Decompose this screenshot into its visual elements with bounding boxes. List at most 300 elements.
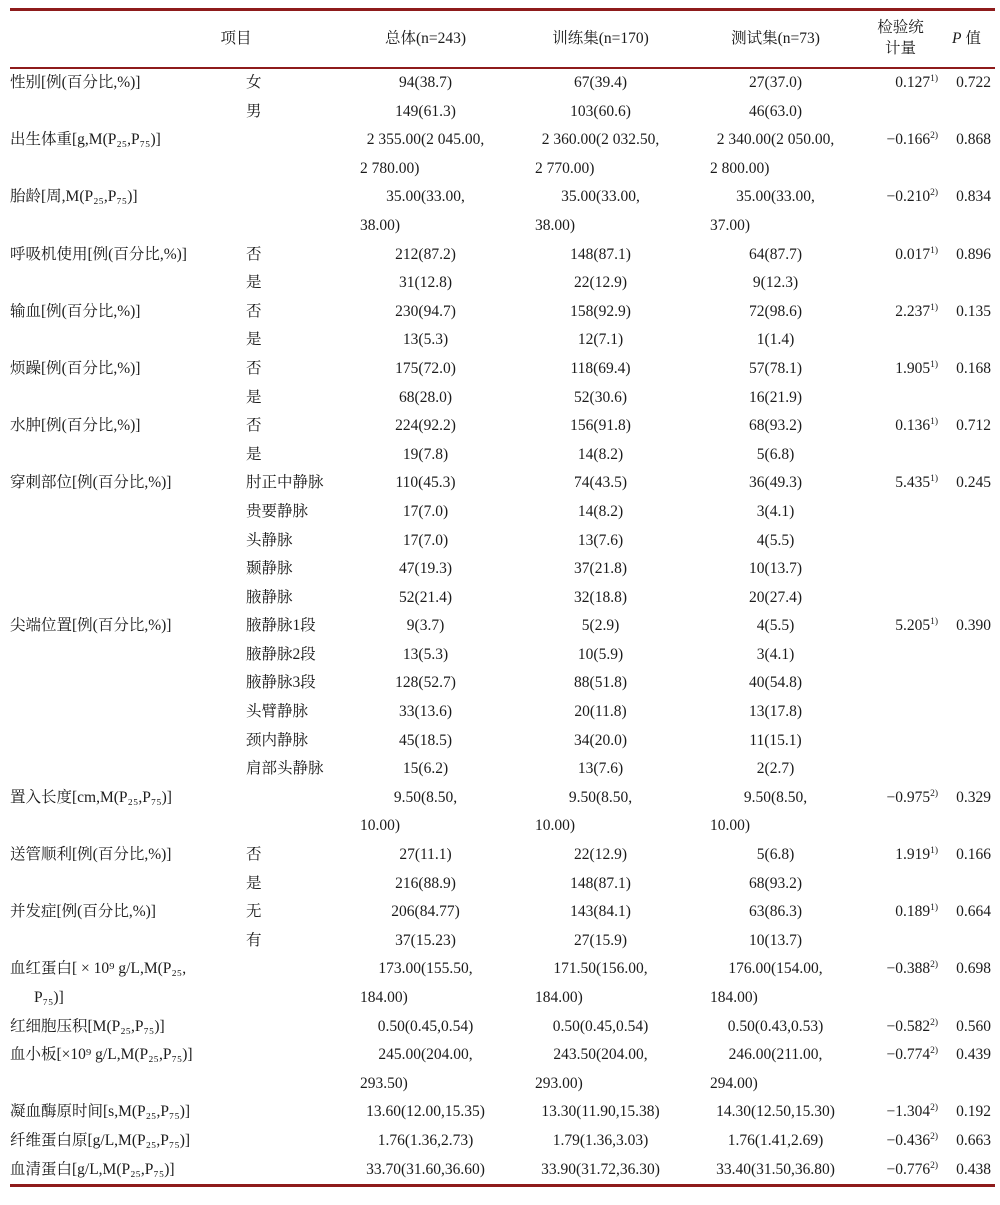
p-value-cell xyxy=(938,441,995,470)
test-cell: 14.30(12.50,15.30) xyxy=(716,1103,835,1121)
p-value-cell xyxy=(938,755,995,784)
training-cell: 148(87.1) xyxy=(570,245,631,263)
overall-cell: 230(94.7) xyxy=(395,302,456,320)
statistic-cell xyxy=(863,269,938,298)
statistic-footnote-mark: 1) xyxy=(930,245,939,256)
overall-cell: 37(15.23) xyxy=(395,931,456,949)
p-value-cell: 0.390 xyxy=(956,617,992,635)
statistic-footnote-mark: 2) xyxy=(930,131,939,142)
p-value-cell: 0.192 xyxy=(956,1103,992,1121)
statistic-cell xyxy=(863,984,938,1013)
overall-cell: 173.00(155.50, xyxy=(378,960,473,978)
col-header-statistic xyxy=(863,11,938,68)
statistic-cell xyxy=(863,498,938,527)
statistic-cell xyxy=(863,155,938,184)
statistic-cell xyxy=(863,641,938,670)
category-cell xyxy=(240,812,338,841)
overall-cell: 94(38.7) xyxy=(399,74,452,91)
category-cell xyxy=(240,1098,338,1127)
test-cell: 37.00) xyxy=(710,216,751,234)
category-cell: 是 xyxy=(246,874,262,892)
statistic-cell xyxy=(863,555,938,584)
table-row xyxy=(10,441,995,470)
col-header-item xyxy=(10,11,338,68)
test-cell: 5(6.8) xyxy=(756,445,795,463)
category-cell: 肩部头静脉 xyxy=(246,760,324,778)
statistic-footnote-mark: 1) xyxy=(930,302,939,313)
test-cell: 10.00) xyxy=(710,817,751,835)
item-label-cell: 胎龄[周,M(P₂₅,P₇₅)] xyxy=(10,188,138,206)
p-value-cell: 0.664 xyxy=(956,903,992,921)
training-cell: 52(30.6) xyxy=(574,388,627,406)
training-cell: 13(7.6) xyxy=(577,531,624,549)
table-row xyxy=(10,584,995,613)
training-cell: 14(8.2) xyxy=(577,502,624,520)
item-label-cell: 血小板[×10⁹ g/L,M(P₂₅,P₇₅)] xyxy=(10,1046,193,1064)
statistic-cell xyxy=(863,326,938,355)
p-value-cell: 0.834 xyxy=(956,188,992,206)
overall-cell: 17(7.0) xyxy=(402,531,449,549)
overall-cell: 45(18.5) xyxy=(399,731,452,749)
training-cell: 33.90(31.72,36.30) xyxy=(541,1160,660,1178)
table-body xyxy=(10,68,995,1184)
training-cell: 67(39.4) xyxy=(574,74,627,91)
statistic-footnote-mark: 2) xyxy=(930,188,939,199)
item-label-cell xyxy=(10,1070,240,1099)
test-cell: 10(13.7) xyxy=(749,560,802,578)
item-label-cell xyxy=(10,98,240,127)
training-cell: 37(21.8) xyxy=(574,560,627,578)
category-cell xyxy=(240,955,338,984)
p-value-cell: 0.245 xyxy=(956,474,992,492)
table-row xyxy=(10,669,995,698)
item-label-cell: 烦躁[例(百分比,%)] xyxy=(10,359,141,377)
test-cell: 1(1.4) xyxy=(756,331,795,349)
statistic-cell: $-0.166^{2)}$ xyxy=(886,131,939,149)
item-label-cell xyxy=(10,698,240,727)
statistic-cell xyxy=(863,698,938,727)
category-cell: 否 xyxy=(246,846,262,864)
statistic-cell: 5.435$^{1)}$ xyxy=(895,474,939,492)
test-cell: 33.40(31.50,36.80) xyxy=(716,1160,835,1178)
statistic-cell: 1.919$^{1)}$ xyxy=(895,845,939,864)
category-cell: 否 xyxy=(246,245,262,263)
item-label-cell xyxy=(10,584,240,613)
category-cell: 是 xyxy=(246,445,262,463)
overall-cell: 184.00) xyxy=(360,989,408,1006)
statistic-footnote-mark: 2) xyxy=(930,1103,939,1114)
p-value-cell: 0.168 xyxy=(956,359,992,377)
test-cell: 35.00(33.00, xyxy=(736,188,815,206)
p-value-cell xyxy=(938,812,995,841)
item-label-cell xyxy=(10,927,240,956)
training-cell: 156(91.8) xyxy=(570,417,631,435)
training-cell: 2 360.00(2 032.50, xyxy=(541,131,660,149)
statistic-footnote-mark: 1) xyxy=(930,617,939,628)
table-row xyxy=(10,527,995,556)
overall-cell: 110(45.3) xyxy=(395,474,456,492)
statistic-cell: $-0.582^{2)}$ xyxy=(886,1017,939,1035)
p-value-cell xyxy=(938,384,995,413)
table-row xyxy=(10,183,995,212)
overall-cell: 31(12.8) xyxy=(399,274,452,292)
table-row xyxy=(10,898,995,927)
overall-cell: 15(6.2) xyxy=(402,760,449,778)
test-cell: 1.76(1.41,2.69) xyxy=(727,1131,824,1149)
p-value-cell xyxy=(938,584,995,613)
overall-cell: 10.00) xyxy=(360,817,401,835)
overall-cell: 68(28.0) xyxy=(399,388,452,406)
overall-cell: 35.00(33.00, xyxy=(386,188,465,206)
col-header-overall: 总体(n=243) xyxy=(338,11,513,68)
item-label-cell: 血清蛋白[g/L,M(P₂₅,P₇₅)] xyxy=(10,1160,175,1178)
item-label-cell xyxy=(10,669,240,698)
training-cell: 35.00(33.00, xyxy=(561,188,640,206)
table-row xyxy=(10,612,995,641)
table-row xyxy=(10,870,995,899)
category-cell: 否 xyxy=(246,359,262,377)
p-value-cell xyxy=(938,927,995,956)
item-label-cell: 尖端位置[例(百分比,%)] xyxy=(10,617,172,635)
item-label-cell xyxy=(10,727,240,756)
item-label-cell: 出生体重[g,M(P₂₅,P₇₅)] xyxy=(10,131,161,149)
statistic-cell: 5.205$^{1)}$ xyxy=(895,617,939,635)
table-row xyxy=(10,412,995,441)
p-value-cell: 0.868 xyxy=(956,131,992,149)
category-cell: 颞静脉 xyxy=(246,560,293,578)
statistic-cell: 0.017$^{1)}$ xyxy=(895,245,939,263)
training-cell: 293.00) xyxy=(535,1074,583,1092)
test-cell: 2 800.00) xyxy=(710,159,770,177)
statistic-cell: $-0.388^{2)}$ xyxy=(886,960,939,978)
item-label-cell: 水肿[例(百分比,%)] xyxy=(10,417,141,435)
overall-cell: 0.50(0.45,0.54) xyxy=(377,1017,474,1035)
statistic-footnote-mark: 2) xyxy=(930,960,939,971)
p-value-cell: 0.439 xyxy=(956,1046,992,1064)
training-cell: 22(12.9) xyxy=(574,274,627,292)
overall-cell: 9.50(8.50, xyxy=(393,788,458,806)
statistic-footnote-mark: 1) xyxy=(930,845,939,856)
item-label-cell: 性别[例(百分比,%)] xyxy=(10,74,141,91)
item-label-cell xyxy=(10,212,240,241)
item-label-cell: 输血[例(百分比,%)] xyxy=(10,302,141,320)
statistic-cell xyxy=(863,755,938,784)
p-value-cell xyxy=(938,984,995,1013)
overall-cell: 33(13.6) xyxy=(399,703,452,721)
category-cell xyxy=(240,126,338,155)
item-label-cell xyxy=(10,441,240,470)
p-value-cell xyxy=(938,669,995,698)
category-cell: 贵要静脉 xyxy=(246,502,309,520)
overall-cell: 206(84.77) xyxy=(391,903,460,921)
statistic-cell: $-0.436^{2)}$ xyxy=(886,1131,939,1149)
overall-cell: 52(21.4) xyxy=(399,588,452,606)
statistic-footnote-mark: 2) xyxy=(930,1131,939,1142)
statistic-cell: 0.127$^{1)}$ xyxy=(895,73,939,91)
table-row xyxy=(10,1041,995,1070)
overall-cell: 2 780.00) xyxy=(360,159,420,177)
table-row xyxy=(10,269,995,298)
test-cell: 27(37.0) xyxy=(749,74,802,91)
overall-cell: 13(5.3) xyxy=(402,645,449,663)
test-cell: 72(98.6) xyxy=(749,302,802,320)
p-value-cell: 0.722 xyxy=(956,74,992,91)
test-cell: 176.00(154.00, xyxy=(728,960,823,978)
statistic-cell xyxy=(863,727,938,756)
statistic-footnote-mark: 2) xyxy=(930,1160,939,1171)
training-cell: 103(60.6) xyxy=(570,102,631,120)
baseline-characteristics-table xyxy=(10,8,995,1187)
p-value-cell xyxy=(938,555,995,584)
col-header-statistic-line2: 计量 xyxy=(885,40,917,57)
item-label-cell: 置入长度[cm,M(P₂₅,P₇₅)] xyxy=(10,788,172,806)
table-row xyxy=(10,1070,995,1099)
table-row xyxy=(10,241,995,270)
overall-cell: 2 355.00(2 045.00, xyxy=(366,131,485,149)
category-cell xyxy=(240,1013,338,1042)
col-header-p-value xyxy=(938,11,995,68)
statistic-cell: 2.237$^{1)}$ xyxy=(895,302,939,320)
item-label-cell xyxy=(10,498,240,527)
statistic-footnote-mark: 1) xyxy=(930,359,939,370)
item-label-cell xyxy=(10,812,240,841)
table-row xyxy=(10,498,995,527)
overall-cell: 224(92.2) xyxy=(395,417,456,435)
category-cell xyxy=(240,212,338,241)
training-cell: 27(15.9) xyxy=(574,931,627,949)
overall-cell: 17(7.0) xyxy=(402,502,449,520)
category-cell xyxy=(240,183,338,212)
statistic-footnote-mark: 2) xyxy=(930,1046,939,1057)
p-label: 值 xyxy=(965,29,981,47)
training-cell: 38.00) xyxy=(535,216,576,234)
table-row xyxy=(10,641,995,670)
category-cell: 头臂静脉 xyxy=(246,703,309,721)
item-label-cell xyxy=(10,326,240,355)
statistic-cell: $-0.774^{2)}$ xyxy=(886,1046,939,1064)
category-cell xyxy=(240,1070,338,1099)
overall-cell: 47(19.3) xyxy=(399,560,452,578)
training-cell: 158(92.9) xyxy=(570,302,631,320)
item-label-cell: 穿刺部位[例(百分比,%)] xyxy=(10,474,172,492)
statistic-cell xyxy=(863,527,938,556)
test-cell: 40(54.8) xyxy=(749,674,802,692)
training-cell: 0.50(0.45,0.54) xyxy=(552,1017,649,1035)
table-row xyxy=(10,1127,995,1156)
p-symbol: P xyxy=(952,29,962,47)
overall-cell: 13.60(12.00,15.35) xyxy=(366,1103,485,1121)
p-value-cell xyxy=(938,326,995,355)
test-cell: 294.00) xyxy=(710,1074,758,1092)
table-row xyxy=(10,1013,995,1042)
p-value-cell: 0.329 xyxy=(956,788,992,806)
table-row xyxy=(10,755,995,784)
table-row xyxy=(10,927,995,956)
table-row xyxy=(10,68,995,98)
training-cell: 184.00) xyxy=(535,989,583,1006)
category-cell xyxy=(240,1041,338,1070)
training-cell: 5(2.9) xyxy=(581,617,620,635)
test-cell: 4(5.5) xyxy=(756,531,795,549)
overall-cell: 1.76(1.36,2.73) xyxy=(377,1131,474,1149)
training-cell: 32(18.8) xyxy=(574,588,627,606)
test-cell: 64(87.7) xyxy=(749,245,802,263)
table-row xyxy=(10,98,995,127)
test-cell: 184.00) xyxy=(710,989,758,1006)
p-value-cell: 0.663 xyxy=(956,1131,992,1149)
category-cell: 女 xyxy=(246,74,262,91)
item-label-cell: 红细胞压积[M(P₂₅,P₇₅)] xyxy=(10,1017,165,1035)
table-row xyxy=(10,1098,995,1127)
item-label-cell xyxy=(10,555,240,584)
overall-cell: 212(87.2) xyxy=(395,245,456,263)
table-row xyxy=(10,469,995,498)
category-cell: 有 xyxy=(246,931,262,949)
table-row xyxy=(10,955,995,984)
col-header-item-label: 项目 xyxy=(220,29,252,47)
category-cell: 男 xyxy=(246,102,262,120)
table-row xyxy=(10,126,995,155)
statistic-cell xyxy=(863,98,938,127)
table-row xyxy=(10,212,995,241)
statistic-cell xyxy=(863,1070,938,1099)
training-cell: 9.50(8.50, xyxy=(568,788,633,806)
test-cell: 68(93.2) xyxy=(749,417,802,435)
test-cell: 11(15.1) xyxy=(749,731,802,749)
statistic-cell xyxy=(863,927,938,956)
statistic-footnote-mark: 1) xyxy=(930,416,939,427)
statistic-cell: $-1.304^{2)}$ xyxy=(886,1103,939,1121)
statistic-cell xyxy=(863,870,938,899)
statistic-footnote-mark: 1) xyxy=(930,474,939,485)
training-cell: 88(51.8) xyxy=(574,674,627,692)
statistic-cell: $-0.776^{2)}$ xyxy=(886,1160,939,1178)
item-label-cell xyxy=(10,755,240,784)
test-cell: 57(78.1) xyxy=(749,359,802,377)
table-row xyxy=(10,784,995,813)
p-value-cell xyxy=(938,498,995,527)
item-label-cell: 送管顺利[例(百分比,%)] xyxy=(10,846,172,864)
p-value-cell xyxy=(938,269,995,298)
test-cell: 20(27.4) xyxy=(749,588,802,606)
table-row xyxy=(10,355,995,384)
category-cell xyxy=(240,1156,338,1185)
item-label-cell xyxy=(10,155,240,184)
table-row xyxy=(10,555,995,584)
p-value-cell xyxy=(938,698,995,727)
table-row xyxy=(10,727,995,756)
training-cell: 14(8.2) xyxy=(577,445,624,463)
statistic-cell: 0.136$^{1)}$ xyxy=(895,416,939,435)
p-value-cell xyxy=(938,212,995,241)
overall-cell: 293.50) xyxy=(360,1074,408,1092)
table-row xyxy=(10,841,995,870)
statistic-footnote-mark: 2) xyxy=(930,788,939,799)
test-cell: 3(4.1) xyxy=(756,645,795,663)
item-label-cell xyxy=(10,527,240,556)
statistic-cell xyxy=(863,441,938,470)
table-header xyxy=(10,11,995,68)
overall-cell: 33.70(31.60,36.60) xyxy=(366,1160,485,1178)
category-cell: 腋静脉 xyxy=(246,588,293,606)
p-value-cell xyxy=(938,727,995,756)
category-cell: 颈内静脉 xyxy=(246,731,309,749)
item-label-cell xyxy=(10,641,240,670)
col-header-training: 训练集(n=170) xyxy=(513,11,688,68)
test-cell: 36(49.3) xyxy=(749,474,802,492)
overall-cell: 27(11.1) xyxy=(399,846,452,864)
training-cell: 22(12.9) xyxy=(574,846,627,864)
overall-cell: 19(7.8) xyxy=(402,445,449,463)
category-cell: 否 xyxy=(246,302,262,320)
table-row xyxy=(10,984,995,1013)
training-cell: 148(87.1) xyxy=(570,874,631,892)
test-cell: 4(5.5) xyxy=(756,617,795,635)
category-cell: 无 xyxy=(246,903,262,921)
overall-cell: 9(3.7) xyxy=(406,617,445,635)
training-cell: 13.30(11.90,15.38) xyxy=(541,1103,660,1121)
statistic-footnote-mark: 1) xyxy=(930,73,939,84)
training-cell: 171.50(156.00, xyxy=(553,960,648,978)
p-value-cell: 0.712 xyxy=(956,417,992,435)
table-row xyxy=(10,812,995,841)
col-header-statistic-line1: 检验统 xyxy=(877,19,924,37)
training-cell: 20(11.8) xyxy=(574,703,627,721)
p-value-cell: 0.698 xyxy=(956,960,992,978)
training-cell: 13(7.6) xyxy=(577,760,624,778)
p-value-cell: 0.896 xyxy=(956,245,992,263)
test-cell: 9(12.3) xyxy=(752,274,799,292)
category-cell: 腋静脉1段 xyxy=(246,617,316,635)
category-cell: 是 xyxy=(246,274,262,292)
category-cell xyxy=(240,155,338,184)
category-cell xyxy=(240,984,338,1013)
p-value-cell: 0.166 xyxy=(956,846,992,864)
overall-cell: 245.00(204.00, xyxy=(378,1046,473,1064)
statistic-footnote-mark: 1) xyxy=(930,903,939,914)
p-value-cell xyxy=(938,870,995,899)
training-cell: 143(84.1) xyxy=(570,903,631,921)
statistic-footnote-mark: 2) xyxy=(930,1017,939,1028)
category-cell: 腋静脉3段 xyxy=(246,674,316,692)
training-cell: 10.00) xyxy=(535,817,576,835)
table-row xyxy=(10,1156,995,1185)
test-cell: 2(2.7) xyxy=(756,760,795,778)
statistic-cell: 0.189$^{1)}$ xyxy=(895,903,939,921)
header-row xyxy=(10,11,995,68)
training-cell: 12(7.1) xyxy=(577,331,624,349)
item-label-cell: 血红蛋白[ × 10⁹ g/L,M(P₂₅, xyxy=(10,960,187,978)
statistic-cell xyxy=(863,669,938,698)
item-label-cell xyxy=(10,870,240,899)
test-cell: 2 340.00(2 050.00, xyxy=(716,131,835,149)
training-cell: 243.50(204.00, xyxy=(553,1046,648,1064)
training-cell: 10(5.9) xyxy=(577,645,624,663)
test-cell: 5(6.8) xyxy=(756,846,795,864)
test-cell: 3(4.1) xyxy=(756,502,795,520)
item-label-cell: 纤维蛋白原[g/L,M(P₂₅,P₇₅)] xyxy=(10,1131,191,1149)
p-value-cell xyxy=(938,527,995,556)
category-cell: 是 xyxy=(246,388,262,406)
item-label-cell: 呼吸机使用[例(百分比,%)] xyxy=(10,245,187,263)
item-label-cell: P₇₅)] xyxy=(34,989,64,1006)
p-value-cell xyxy=(938,1070,995,1099)
overall-cell: 38.00) xyxy=(360,216,401,234)
category-cell xyxy=(240,784,338,813)
training-cell: 74(43.5) xyxy=(574,474,627,492)
training-cell: 1.79(1.36,3.03) xyxy=(552,1131,649,1149)
category-cell: 肘正中静脉 xyxy=(246,474,324,492)
